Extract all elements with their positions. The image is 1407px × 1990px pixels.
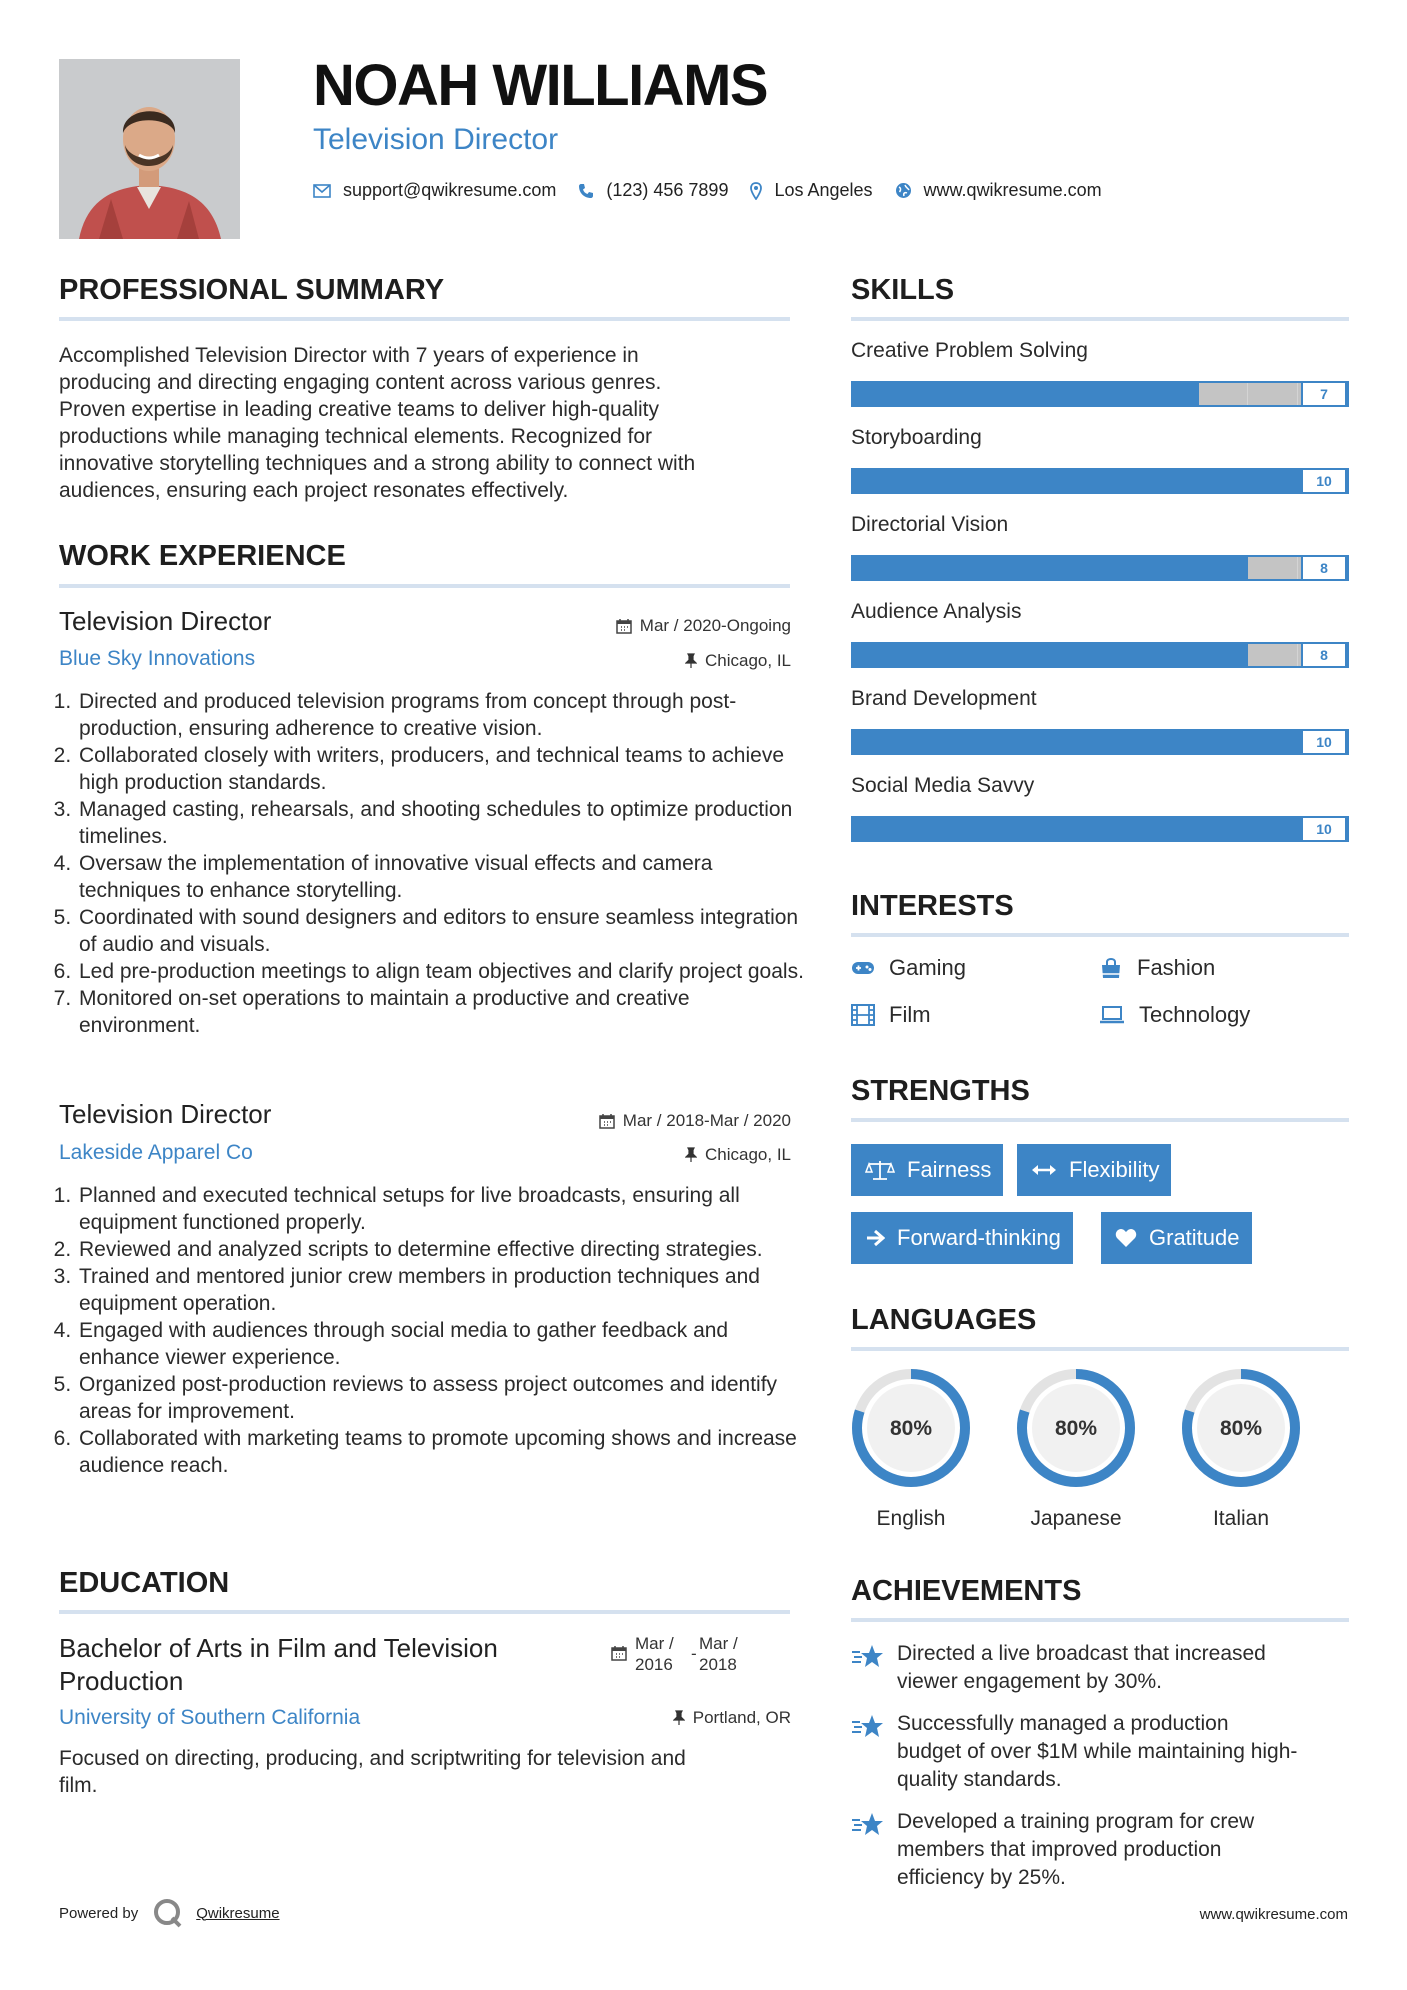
degree-line: Bachelor of Arts in Film and Television (59, 1633, 498, 1663)
language-percent: 80% (1219, 1417, 1263, 1440)
date-separator: - (691, 1644, 697, 1663)
strength-label: Flexibility (1069, 1157, 1160, 1182)
education-description (59, 1745, 799, 1799)
language-label: Italian (1212, 1507, 1270, 1530)
gamepad-icon (851, 960, 875, 976)
interests-rule (851, 933, 1349, 937)
duty-item: 1. Directed and produced television programs from concept through post-production, ensuring adherence to creative vision. (77, 688, 807, 742)
job-dates-text: Mar / 2018-Mar / 2020 (622, 1111, 791, 1130)
interest-gaming (851, 955, 966, 981)
skill-bar-fill (853, 557, 1248, 579)
education-dates (611, 1633, 738, 1675)
summary-line: productions while managing technical elements. Recognized for (59, 425, 653, 448)
qwikresume-logo-icon (152, 1898, 184, 1928)
interest-film (851, 1002, 931, 1028)
website-text: www.qwikresume.com (923, 180, 1102, 200)
education-desc-line: film. (59, 1774, 98, 1797)
duty-item: 4. Engaged with audiences through social media to gather feedback and enhance viewer experience. (77, 1317, 807, 1371)
job-location (685, 651, 791, 671)
experience-heading: WORK EXPERIENCE (59, 540, 346, 572)
interest-label: Fashion (1137, 955, 1216, 980)
experience-rule (59, 584, 790, 588)
skill-level-value: 8 (1301, 555, 1347, 581)
end-year: 2018 (699, 1655, 737, 1674)
shopping-bag-icon (1099, 956, 1123, 980)
skill-bar-fill (853, 731, 1347, 753)
achievement-line: efficiency by 25%. (897, 1866, 1066, 1889)
interest-technology (1099, 1002, 1250, 1028)
job-location (685, 1145, 791, 1165)
job-dates-text: Mar / 2020-Ongoing (639, 616, 791, 635)
education-desc-line: Focused on directing, producing, and scriptwriting for television and (59, 1747, 686, 1770)
achievements-list (851, 1640, 1349, 1892)
profile-photo (59, 59, 240, 239)
job-duties (59, 688, 807, 1039)
education-end (699, 1633, 738, 1675)
globe-icon (895, 182, 912, 199)
school-name[interactable]: University of Southern California (59, 1706, 361, 1729)
skill-label: Social Media Savvy (851, 774, 1035, 797)
footer-powered (59, 1898, 280, 1928)
skill-level-value: 8 (1301, 642, 1347, 668)
achievement-line: Successfully managed a production (897, 1712, 1229, 1735)
summary-text (59, 342, 799, 504)
interest-label: Technology (1139, 1002, 1251, 1027)
job-location-text: Chicago, IL (705, 1145, 791, 1164)
language-percent: 80% (1054, 1417, 1098, 1440)
duty-item: 2. Collaborated closely with writers, producers, and technical teams to achieve high production standards. (77, 742, 807, 796)
footer-brand-link[interactable]: Qwikresume (196, 1904, 280, 1922)
calendar-icon (616, 618, 632, 634)
skill-label: Audience Analysis (851, 600, 1022, 623)
pushpin-icon (673, 1710, 685, 1726)
achievement-line: budget of over $1M while maintaining high- (897, 1740, 1298, 1763)
summary-line: innovative storytelling techniques and a strong ability to connect with (59, 452, 696, 475)
education-heading: EDUCATION (59, 1567, 230, 1599)
start-year: 2016 (635, 1655, 673, 1674)
skill-level-value: 10 (1301, 729, 1347, 755)
skill-bar-fill (853, 383, 1199, 405)
strength-label: Gratitude (1149, 1225, 1240, 1250)
calendar-icon (599, 1113, 615, 1129)
duty-item: 6. Collaborated with marketing teams to promote upcoming shows and increase audience reach. (77, 1425, 807, 1479)
language-item (1006, 1366, 1146, 1531)
star-burst-icon (851, 1712, 885, 1742)
achievement-item (851, 1808, 1349, 1892)
skill-level-value: 7 (1301, 381, 1347, 407)
education-rule (59, 1610, 790, 1614)
achievement-line: Directed a live broadcast that increased (897, 1642, 1266, 1665)
map-marker-icon (750, 182, 762, 200)
star-burst-icon (851, 1810, 885, 1840)
languages-list (841, 1366, 1351, 1536)
skills-list (851, 339, 1349, 861)
strength-label: Fairness (907, 1157, 992, 1182)
duty-item: 2. Reviewed and analyzed scripts to determine effective directing strategies. (77, 1236, 807, 1263)
duty-item: 1. Planned and executed technical setups for live broadcasts, ensuring all equipment functioned properly. (77, 1182, 807, 1236)
achievements-rule (851, 1618, 1349, 1622)
contact-bar (313, 180, 1124, 201)
language-item (841, 1366, 981, 1531)
achievement-line: viewer engagement by 30%. (897, 1670, 1162, 1693)
skill-item (851, 426, 1349, 513)
contact-email[interactable] (313, 180, 556, 201)
skill-bar-fill (853, 818, 1347, 840)
skill-item (851, 600, 1349, 687)
powered-by-text: Powered by (59, 1904, 139, 1922)
job-dates (599, 1111, 791, 1131)
strengths-heading: STRENGTHS (851, 1075, 1030, 1107)
skill-label: Storyboarding (851, 426, 982, 449)
skill-item (851, 774, 1349, 861)
language-ring (1171, 1366, 1311, 1494)
duty-item: 5. Organized post-production reviews to assess project outcomes and identify areas for improvement. (77, 1371, 807, 1425)
summary-heading: PROFESSIONAL SUMMARY (59, 274, 445, 306)
strength-label: Forward-thinking (897, 1225, 1061, 1250)
language-percent: 80% (889, 1417, 933, 1440)
duty-item: 5. Coordinated with sound designers and editors to ensure seamless integration of audio and visuals. (77, 904, 807, 958)
phone-text: (123) 456 7899 (606, 180, 729, 200)
heart-icon (1115, 1228, 1137, 1248)
skill-label: Creative Problem Solving (851, 339, 1088, 362)
languages-rule (851, 1347, 1349, 1351)
degree-line: Production (59, 1666, 184, 1696)
skill-bar (851, 381, 1349, 407)
skills-rule (851, 317, 1349, 321)
job-dates (616, 616, 791, 636)
language-label: Japanese (1030, 1507, 1122, 1530)
achievement-item (851, 1710, 1349, 1794)
skill-bar (851, 555, 1349, 581)
language-ring (841, 1366, 981, 1494)
interest-fashion (1099, 955, 1215, 981)
strength-flexibility (1017, 1144, 1171, 1196)
balance-scale-icon (865, 1159, 895, 1181)
degree-title (59, 1632, 498, 1698)
job-title: Television Director (59, 1099, 272, 1129)
star-burst-icon (851, 1642, 885, 1672)
job-location-text: Chicago, IL (705, 651, 791, 670)
contact-phone[interactable] (578, 180, 728, 201)
strength-fairness (851, 1144, 1003, 1196)
skill-bar (851, 816, 1349, 842)
pushpin-icon (685, 1147, 697, 1163)
interests-heading: INTERESTS (851, 890, 1014, 922)
achievement-line: quality standards. (897, 1768, 1062, 1791)
achievement-item (851, 1640, 1349, 1696)
achievements-heading: ACHIEVEMENTS (851, 1575, 1082, 1607)
arrows-horizontal-icon (1031, 1163, 1057, 1177)
education-start (635, 1633, 691, 1675)
skill-label: Brand Development (851, 687, 1037, 710)
achievement-line: members that improved production (897, 1838, 1222, 1861)
job-title: Television Director (59, 606, 272, 636)
arrow-right-icon (865, 1229, 885, 1247)
summary-line: audiences, ensuring each project resonates effectively. (59, 479, 569, 502)
duty-item: 7. Monitored on-set operations to maintain a productive and creative environment. (77, 985, 807, 1039)
candidate-title: Television Director (313, 123, 559, 156)
job-company[interactable]: Blue Sky Innovations (59, 647, 256, 670)
summary-line: producing and directing engaging content across various genres. (59, 371, 662, 394)
education-location-text: Portland, OR (692, 1708, 791, 1727)
duty-item: 3. Trained and mentored junior crew members in production techniques and equipment operation. (77, 1263, 807, 1317)
envelope-icon (313, 184, 331, 198)
skill-level-value: 10 (1301, 468, 1347, 494)
strengths-rule (851, 1118, 1349, 1122)
skill-item (851, 513, 1349, 600)
summary-rule (59, 317, 790, 321)
language-item (1171, 1366, 1311, 1531)
footer-url[interactable]: www.qwikresume.com (1199, 1906, 1348, 1923)
skill-item (851, 687, 1349, 774)
summary-line: Accomplished Television Director with 7 years of experience in (59, 344, 639, 367)
contact-website[interactable] (895, 180, 1102, 201)
start-month: Mar / (635, 1634, 674, 1653)
language-label: English (876, 1507, 946, 1530)
languages-heading: LANGUAGES (851, 1304, 1037, 1336)
education-location (673, 1708, 791, 1728)
calendar-icon (611, 1645, 627, 1661)
duty-item: 3. Managed casting, rehearsals, and shooting schedules to optimize production timelines. (77, 796, 807, 850)
duty-item: 6. Led pre-production meetings to align team objectives and clarify project goals. (77, 958, 807, 985)
interest-label: Film (889, 1002, 931, 1027)
strength-forward-thinking (851, 1212, 1073, 1264)
skill-bar-fill (853, 470, 1347, 492)
pushpin-icon (685, 653, 697, 669)
skill-item (851, 339, 1349, 426)
duty-item: 4. Oversaw the implementation of innovative visual effects and camera techniques to enhance storytelling. (77, 850, 807, 904)
job-duties (59, 1182, 807, 1479)
skill-bar (851, 642, 1349, 668)
end-month: Mar / (699, 1634, 738, 1653)
email-text: support@qwikresume.com (343, 180, 557, 200)
contact-location (750, 180, 872, 201)
film-icon (851, 1004, 875, 1026)
skill-bar (851, 468, 1349, 494)
phone-icon (578, 183, 594, 199)
achievement-line: Developed a training program for crew (897, 1810, 1255, 1833)
skill-bar-fill (853, 644, 1248, 666)
job-company[interactable]: Lakeside Apparel Co (59, 1141, 253, 1164)
language-ring (1006, 1366, 1146, 1494)
strength-gratitude (1101, 1212, 1252, 1264)
skill-label: Directorial Vision (851, 513, 1009, 536)
location-text: Los Angeles (774, 180, 873, 200)
skills-heading: SKILLS (851, 274, 955, 306)
summary-line: Proven expertise in leading creative teams to deliver high-quality (59, 398, 659, 421)
laptop-icon (1099, 1005, 1125, 1025)
candidate-name: NOAH WILLIAMS (313, 53, 768, 118)
skill-bar (851, 729, 1349, 755)
interest-label: Gaming (889, 955, 967, 980)
skill-level-value: 10 (1301, 816, 1347, 842)
